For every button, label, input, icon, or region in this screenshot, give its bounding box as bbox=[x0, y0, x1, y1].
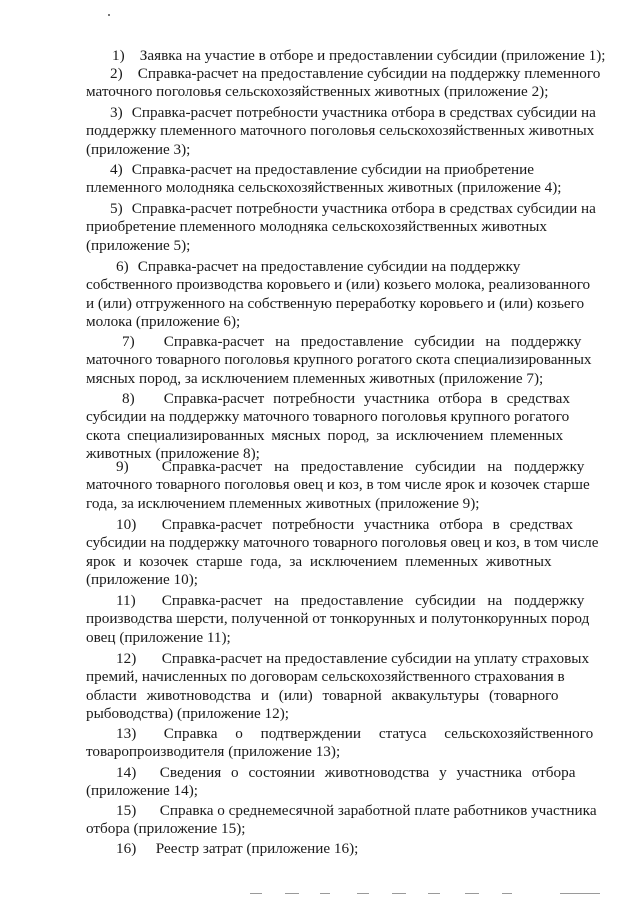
item-text: Справка-расчет потребности участника отбора в средствах субсидии на bbox=[131, 104, 596, 121]
item-text: Справка-расчет на предоставление субсидии на поддержку bbox=[161, 592, 585, 609]
item-number: 16) bbox=[116, 840, 137, 857]
scan-artifact bbox=[357, 893, 369, 894]
line bbox=[86, 390, 596, 408]
line bbox=[86, 840, 596, 858]
line bbox=[86, 104, 596, 122]
scan-artifact bbox=[465, 893, 479, 894]
line bbox=[86, 764, 596, 782]
line bbox=[86, 333, 596, 351]
line bbox=[86, 458, 596, 476]
item-number: 8) bbox=[122, 390, 135, 407]
item-text: области животноводства и (или) товарной аквакультуры (товарного bbox=[86, 686, 559, 704]
line bbox=[86, 725, 596, 743]
scan-artifact bbox=[285, 893, 299, 894]
item-text: маточного поголовья сельскохозяйственных животных (приложение 2); bbox=[86, 83, 549, 101]
scan-artifact bbox=[320, 893, 330, 894]
list-item bbox=[86, 458, 596, 513]
item-text: поддержку племенного маточного поголовья сельскохозяйственных животных bbox=[86, 122, 595, 140]
scan-artifact bbox=[250, 893, 262, 894]
list-item bbox=[86, 516, 599, 590]
line bbox=[86, 650, 596, 668]
line bbox=[86, 258, 596, 276]
item-text: (приложение 10); bbox=[86, 571, 198, 589]
scan-artifact bbox=[560, 893, 600, 894]
list-item bbox=[86, 104, 596, 159]
item-number: 2) bbox=[110, 65, 123, 82]
item-text: Справка-расчет на предоставление субсидии на поддержку bbox=[161, 458, 585, 475]
item-number: 6) bbox=[116, 258, 129, 275]
scan-mark bbox=[108, 14, 110, 16]
item-text: Справка-расчет на предоставление субсидии на поддержку племенного bbox=[137, 65, 601, 82]
item-text: премий, начисленных по договорам сельскохозяйственного страхования в bbox=[86, 668, 565, 686]
item-text: субсидии на поддержку маточного товарного поголовья крупного рогатого bbox=[86, 408, 570, 426]
item-text: скота специализированных мясных пород, за исключением племенных bbox=[86, 426, 564, 444]
item-text: маточного товарного поголовья овец и коз, в том числе ярок и козочек старше bbox=[86, 476, 590, 494]
item-text: товаропроизводителя (приложение 13); bbox=[86, 743, 341, 761]
item-text: мясных пород, за исключением племенных животных (приложение 7); bbox=[86, 369, 544, 387]
list-item bbox=[86, 65, 601, 102]
item-number: 3) bbox=[110, 104, 123, 121]
item-number: 7) bbox=[122, 333, 135, 350]
item-number: 12) bbox=[116, 650, 137, 667]
item-text: (приложение 3); bbox=[86, 140, 191, 158]
list-item bbox=[86, 333, 596, 388]
line bbox=[86, 802, 596, 820]
list-item bbox=[86, 802, 596, 839]
item-text: Справка-расчет на предоставление субсидии на поддержку bbox=[163, 333, 582, 350]
list-item bbox=[86, 725, 596, 762]
item-text: Справка-расчет потребности участника отбора в средствах bbox=[163, 390, 570, 407]
list-item bbox=[86, 764, 596, 801]
item-text: производства шерсти, полученной от тонкорунных и полутонкорунных пород bbox=[86, 610, 590, 628]
item-number: 15) bbox=[116, 802, 137, 819]
scan-artifact bbox=[428, 893, 440, 894]
list-item bbox=[86, 840, 596, 858]
item-text: Справка-расчет на предоставление субсидии на приобретение bbox=[131, 161, 534, 178]
item-text: маточного товарного поголовья крупного рогатого скота специализированных bbox=[86, 351, 592, 369]
item-number: 11) bbox=[116, 592, 136, 609]
item-text: Сведения о состоянии животноводства у участника отбора bbox=[159, 764, 576, 781]
item-text: года, за исключением племенных животных (приложение 9); bbox=[86, 494, 480, 512]
item-text: Справка-расчет потребности участника отбора в средствах субсидии на bbox=[131, 200, 596, 217]
item-number: 4) bbox=[110, 161, 123, 178]
list-item bbox=[86, 390, 596, 464]
item-text: приобретение племенного молодняка сельскохозяйственных животных bbox=[86, 218, 547, 236]
list-item bbox=[86, 161, 596, 198]
item-text: Справка-расчет на предоставление субсидии на поддержку bbox=[137, 258, 521, 275]
item-text: Справка о подтверждении статуса сельскохозяйственного bbox=[163, 725, 594, 742]
item-text: (приложение 5); bbox=[86, 236, 191, 254]
list-item bbox=[86, 200, 596, 255]
item-text: овец (приложение 11); bbox=[86, 628, 231, 646]
item-text: племенного молодняка сельскохозяйственных животных (приложение 4); bbox=[86, 179, 562, 197]
item-number: 10) bbox=[116, 516, 137, 533]
line bbox=[86, 516, 596, 534]
item-number: 5) bbox=[110, 200, 123, 217]
scan-artifact bbox=[392, 893, 406, 894]
item-text: Справка-расчет потребности участника отбора в средствах bbox=[161, 516, 573, 533]
item-text: рыбоводства) (приложение 12); bbox=[86, 705, 290, 723]
item-number: 1) bbox=[112, 47, 125, 64]
line bbox=[86, 65, 601, 83]
item-text: ярок и козочек старше года, за исключением племенных животных bbox=[86, 552, 552, 570]
item-number: 9) bbox=[116, 458, 129, 475]
item-text: животных (приложение 8); bbox=[86, 445, 260, 463]
item-number: 14) bbox=[116, 764, 137, 781]
item-text: (приложение 14); bbox=[86, 782, 198, 800]
line bbox=[86, 47, 606, 65]
item-text: Справка-расчет на предоставление субсидии на уплату страховых bbox=[161, 650, 590, 667]
item-text: молока (приложение 6); bbox=[86, 313, 241, 331]
item-text: собственного производства коровьего и (или) козьего молока, реализованного bbox=[86, 276, 591, 294]
list-item bbox=[86, 47, 606, 65]
item-number: 13) bbox=[116, 725, 137, 742]
list-item bbox=[86, 650, 596, 724]
list-item bbox=[86, 258, 596, 332]
item-text: Реестр затрат (приложение 16); bbox=[155, 840, 359, 857]
line bbox=[86, 592, 596, 610]
item-text: субсидии на поддержку маточного товарного поголовья овец и коз, в том числе bbox=[86, 534, 599, 552]
scan-artifact bbox=[502, 893, 512, 894]
item-text: Справка о среднемесячной заработной плате работников участника bbox=[159, 802, 597, 819]
line bbox=[86, 161, 596, 179]
item-text: Заявка на участие в отборе и предоставлении субсидии (приложение 1); bbox=[139, 47, 606, 64]
line bbox=[86, 200, 596, 218]
list-item bbox=[86, 592, 596, 647]
item-text: отбора (приложение 15); bbox=[86, 820, 246, 838]
item-text: и (или) отгруженного на собственную переработку коровьего и (или) козьего bbox=[86, 294, 585, 312]
